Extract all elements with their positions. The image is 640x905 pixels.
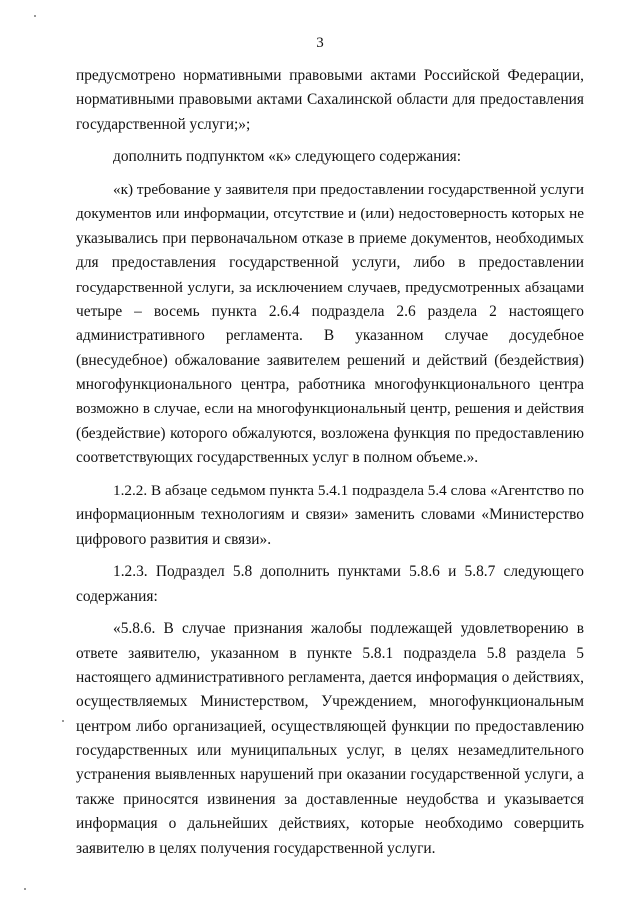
text-line: центром либо организацией, осуществляющей функции по предоставлению <box>76 717 584 735</box>
text-line: (внесудебное) обжалование заявителем решений и действий (бездействия) <box>76 351 584 369</box>
text-line: четыре – восемь пункта 2.6.4 подраздела 2.6 раздела 2 настоящего <box>76 302 584 320</box>
text-line: возможно в случае, если на многофункциональный центр, решения и действия <box>76 401 584 418</box>
text-line: дополнить подпунктом «к» следующего содержания: <box>113 148 462 166</box>
paragraph <box>76 617 584 861</box>
scan-speck <box>62 720 64 722</box>
document-body <box>76 64 584 861</box>
text-line: предусмотрено нормативными правовыми актами Российской Федерации, <box>76 67 584 84</box>
scan-speck <box>24 888 26 890</box>
text-line: «к) требование у заявителя при предоставлении государственной услуги <box>113 180 584 198</box>
paragraph <box>76 479 584 552</box>
page-number: 3 <box>316 35 324 51</box>
text-line: документов или информации, отсутствие и (или) недостоверность которых не <box>76 205 584 223</box>
scan-speck <box>34 15 36 17</box>
text-line: осуществляемых Министерством, Учреждением, многофункциональным <box>76 693 584 711</box>
text-line: 1.2.3. Подраздел 5.8 дополнить пунктами 5.8.6 и 5.8.7 следующего <box>113 563 584 581</box>
text-line: устранения выявленных нарушений при оказании государственной услуги, а <box>76 766 584 784</box>
text-line: соответствующих государственных услуг в полном объеме.». <box>76 449 479 467</box>
paragraph <box>76 178 584 471</box>
text-line: для предоставления государственной услуги, либо в предоставлении <box>76 254 584 272</box>
text-line: указывались при первоначальном отказе в приеме документов, необходимых <box>76 229 584 247</box>
text-line: государственных или муниципальных услуг, в целях незамедлительного <box>76 742 584 760</box>
text-line: информационным технологиям и связи» заменить словами «Министерство <box>76 506 584 524</box>
text-line: ответе заявителю, указанном в пункте 5.8.1 подраздела 5.8 раздела 5 <box>76 644 584 662</box>
text-line: содержания: <box>76 587 158 605</box>
text-line: также приносятся извинения за доставленные неудобства и указывается <box>76 790 584 808</box>
text-line: 1.2.2. В абзаце седьмом пункта 5.4.1 подраздела 5.4 слова «Агентство по <box>113 481 584 499</box>
text-line: настоящего административного регламента, дается информация о действиях, <box>76 668 584 686</box>
text-line: заявителю в целях получения государственной услуги. <box>76 839 436 857</box>
paragraph <box>76 64 584 137</box>
paragraph <box>76 560 584 609</box>
paragraph <box>76 145 584 169</box>
text-line: информация о дальнейших действиях, которые необходимо совершить <box>76 815 584 833</box>
text-line: административного регламента. В указанном случае досудебное <box>76 327 584 345</box>
text-line: нормативными правовыми актами Сахалинской области для предоставления <box>76 91 584 109</box>
text-line: «5.8.6. В случае признания жалобы подлежащей удовлетворению в <box>113 620 584 638</box>
text-line: многофункционального центра, работника многофункционального центра <box>76 376 584 394</box>
text-line: государственной услуги;»; <box>76 115 251 133</box>
text-line: государственной услуги, за исключением случаев, предусмотренных абзацами <box>76 279 584 296</box>
text-line: (бездействие) которого обжалуются, возложена функция по предоставлению <box>76 424 584 442</box>
text-line: цифрового развития и связи». <box>76 530 272 548</box>
